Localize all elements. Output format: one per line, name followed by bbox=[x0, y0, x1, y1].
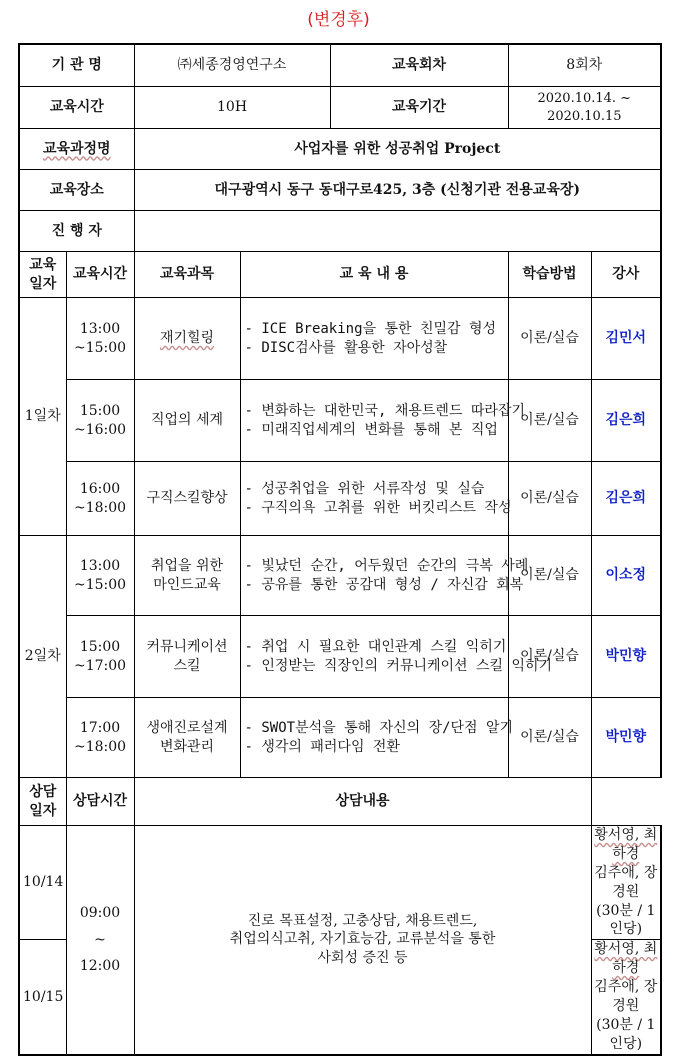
session-content: - ICE Breaking을 통한 친밀감 형성 - DISC검사를 활용한 자아성찰 bbox=[240, 298, 508, 380]
place-value: 대구광역시 동구 동대구로425, 3층 (신청기관 전용교육장) bbox=[134, 170, 661, 211]
session-content: - 취업 시 필요한 대인관계 스킬 익히기 - 인정받는 직장인의 커뮤니케이션 스킬 익히기 bbox=[240, 616, 508, 698]
session-content: - 빛났던 순간, 어두웠던 순간의 극복 사례 - 공유를 통한 공감대 형성 / 자신감 회복 bbox=[240, 536, 508, 616]
session-content: - 성공취업을 위한 서류작성 및 실습 - 구직의욕 고취를 위한 버킷리스트 작성 bbox=[240, 462, 508, 536]
session-time: 15:00 ~16:00 bbox=[66, 380, 134, 462]
table-row bbox=[19, 462, 661, 536]
session-method: 이론/실습 bbox=[508, 298, 591, 380]
session-label: 교육회차 bbox=[391, 57, 447, 74]
course-value: 사업자를 위한 성공취업 Project bbox=[134, 129, 661, 170]
host-value bbox=[134, 211, 661, 252]
place-label: 교육장소 bbox=[19, 170, 134, 211]
session-instructor: 이소정 bbox=[591, 536, 661, 616]
session-method: 이론/실습 bbox=[508, 380, 591, 462]
table-row bbox=[19, 536, 661, 616]
schedule-time-header: 교육시간 bbox=[66, 252, 134, 298]
counselor-cell: 황서영, 최하경 김주애, 장경원 (30분 / 1인당) bbox=[591, 940, 661, 1055]
counsel-content-header: 상담내용 bbox=[134, 778, 591, 826]
session-content: - SWOT분석을 통해 자신의 장/단점 알기 - 생각의 패러다임 전환 bbox=[240, 698, 508, 778]
table-row bbox=[19, 616, 661, 698]
org-label: 기 관 명 bbox=[19, 44, 134, 87]
session-subject: 커뮤니케이션 스킬 bbox=[134, 616, 240, 698]
session-value: 8회차 bbox=[508, 44, 661, 87]
counsel-time: 09:00 ~ 12:00 bbox=[66, 826, 134, 1055]
host-label: 진 행 자 bbox=[19, 211, 134, 252]
counsel-date: 10/14 bbox=[19, 826, 66, 940]
day-label: 1일차 bbox=[19, 298, 66, 536]
session-time: 17:00 ~18:00 bbox=[66, 698, 134, 778]
schedule-day-header: 교육 일자 bbox=[19, 252, 66, 298]
table-row bbox=[19, 380, 661, 462]
counsel-content: 진로 목표설정, 고충상담, 채용트렌드, 취업의식고취, 자기효능감, 교류분석을 통한 사회성 증진 등 bbox=[134, 826, 591, 1055]
page-title: (변경후) bbox=[307, 10, 370, 30]
session-content: - 변화하는 대한민국, 채용트렌드 따라잡기 - 미래직업세계의 변화를 통해 본 직업 bbox=[240, 380, 508, 462]
education-plan-table bbox=[18, 43, 662, 1056]
counsel-date: 10/15 bbox=[19, 940, 66, 1055]
counsel-time-header: 상담시간 bbox=[66, 778, 134, 826]
period-label: 교육기간 bbox=[391, 99, 447, 116]
counsel-day-header: 상담 일자 bbox=[19, 778, 66, 826]
session-instructor: 박민향 bbox=[591, 616, 661, 698]
table-row bbox=[19, 698, 661, 778]
session-time: 13:00 ~15:00 bbox=[66, 298, 134, 380]
hours-label: 교육시간 bbox=[19, 87, 134, 129]
counselor-cell: 황서영, 최하경 김주애, 장경원 (30분 / 1인당) bbox=[591, 826, 661, 940]
session-method: 이론/실습 bbox=[508, 462, 591, 536]
session-subject: 취업을 위한 마인드교육 bbox=[134, 536, 240, 616]
period-value: 2020.10.14. ~ 2020.10.15 bbox=[508, 87, 661, 129]
session-subject: 직업의 세계 bbox=[134, 380, 240, 462]
session-method: 이론/실습 bbox=[508, 616, 591, 698]
schedule-content-header: 교 육 내 용 bbox=[240, 252, 508, 298]
course-label: 교육과정명 bbox=[19, 129, 134, 170]
schedule-instructor-header: 강사 bbox=[591, 252, 661, 298]
schedule-subject-header: 교육과목 bbox=[134, 252, 240, 298]
hours-value: 10H bbox=[135, 87, 331, 128]
table-row bbox=[19, 298, 661, 380]
org-value: ㈜세종경영연구소 bbox=[135, 45, 331, 86]
session-instructor: 김민서 bbox=[591, 298, 661, 380]
session-method: 이론/실습 bbox=[508, 698, 591, 778]
session-time: 13:00 ~15:00 bbox=[66, 536, 134, 616]
table-row bbox=[19, 826, 661, 940]
session-instructor: 김은희 bbox=[591, 462, 661, 536]
session-instructor: 박민향 bbox=[591, 698, 661, 778]
session-subject: 재기힐링 bbox=[134, 298, 240, 380]
day-label: 2일차 bbox=[19, 536, 66, 778]
session-time: 15:00 ~17:00 bbox=[66, 616, 134, 698]
session-subject: 구직스킬향상 bbox=[134, 462, 240, 536]
session-time: 16:00 ~18:00 bbox=[66, 462, 134, 536]
schedule-method-header: 학습방법 bbox=[508, 252, 591, 298]
session-instructor: 김은희 bbox=[591, 380, 661, 462]
session-subject: 생애진로설계 변화관리 bbox=[134, 698, 240, 778]
session-method: 이론/실습 bbox=[508, 536, 591, 616]
